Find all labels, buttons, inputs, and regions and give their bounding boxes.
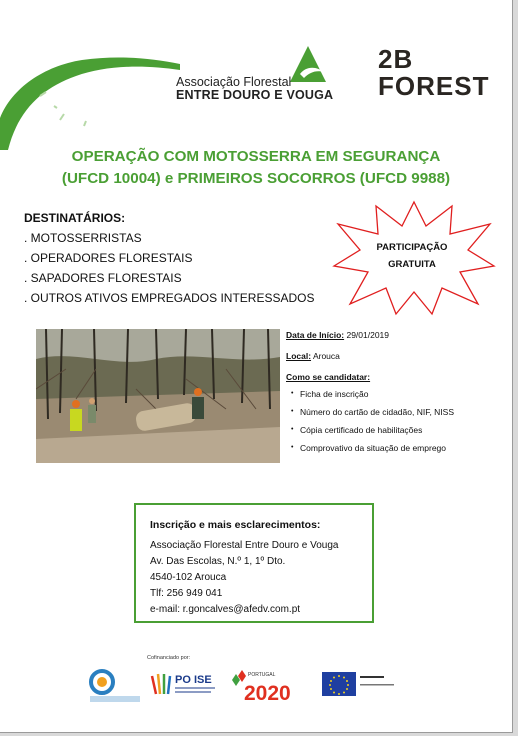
- requirement-item: • Número do cartão de cidadão, NIF, NISS: [300, 405, 506, 419]
- portugal-2020-logo-icon: [230, 666, 310, 706]
- org-name-line2: ENTRE DOURO E VOUGA: [176, 88, 334, 102]
- certified-entity-logo-icon: [88, 666, 142, 706]
- contact-box: [134, 503, 374, 623]
- location-value: Arouca: [312, 351, 340, 361]
- org-name-line1: Associação Florestal: [176, 75, 292, 89]
- svg-text:2020: 2020: [244, 682, 291, 705]
- contact-postal: 4540-102 Arouca: [150, 572, 227, 583]
- po-ise-logo-icon: [148, 666, 220, 706]
- org-logo-text: [176, 76, 333, 102]
- contact-email[interactable]: e-mail: r.goncalves@afedv.com.pt: [150, 604, 301, 615]
- cofinanced-label: Cofinanciado por:: [147, 655, 191, 661]
- svg-text:PO ISE: PO ISE: [175, 674, 212, 686]
- contact-phone: Tlf: 256 949 041: [150, 588, 223, 599]
- badge-line2: GRATUITA: [388, 259, 436, 270]
- target-audience-heading: DESTINATÁRIOS:: [24, 211, 126, 225]
- location-label: Local:: [286, 351, 312, 361]
- audience-item: . OPERADORES FLORESTAIS: [24, 251, 193, 265]
- audience-item: . MOTOSSERRISTAS: [24, 231, 142, 245]
- start-date-row: [286, 328, 506, 343]
- location-row: [286, 349, 506, 364]
- start-date-value: 29/01/2019: [346, 330, 390, 340]
- badge-line1: PARTICIPAÇÃO: [376, 242, 448, 253]
- how-to-apply-label: Como se candidatar:: [286, 372, 371, 382]
- contact-heading: Inscrição e mais esclarecimentos:: [150, 519, 321, 531]
- contact-address: Av. Das Escolas, N.º 1, 1º Dto.: [150, 556, 286, 567]
- audience-item: . SAPADORES FLORESTAIS: [24, 271, 182, 285]
- brand-line1: 2B: [378, 44, 414, 74]
- eu-flag-logo-icon: [322, 666, 422, 706]
- free-participation-badge: [356, 239, 468, 273]
- title-line2: (UFCD 10004) e PRIMEIROS SOCORROS (UFCD 9988): [61, 170, 451, 187]
- requirement-item: • Cópia certificado de habilitações: [300, 423, 506, 437]
- brand-line2: FOREST: [378, 71, 490, 101]
- brand-2b-forest-logo: [378, 46, 489, 100]
- forest-workers-photo: [36, 329, 280, 463]
- requirement-item: • Comprovativo da situação de emprego: [300, 441, 506, 455]
- audience-item: . OUTROS ATIVOS EMPREGADOS INTERESSADOS: [24, 291, 315, 305]
- target-audience: [24, 208, 315, 308]
- green-swoosh-decoration: [0, 0, 180, 150]
- title-line1: OPERAÇÃO COM MOTOSSERRA EM SEGURANÇA: [71, 148, 441, 165]
- contact-org: Associação Florestal Entre Douro e Vouga: [150, 540, 339, 551]
- course-details: [286, 328, 506, 459]
- course-title: [0, 146, 512, 190]
- requirements-list: [286, 387, 506, 455]
- start-date-label: Data de Início:: [286, 330, 345, 340]
- how-to-apply: [286, 370, 506, 455]
- requirement-item: • Ficha de inscrição: [300, 387, 506, 401]
- svg-text:PORTUGAL: PORTUGAL: [248, 672, 276, 678]
